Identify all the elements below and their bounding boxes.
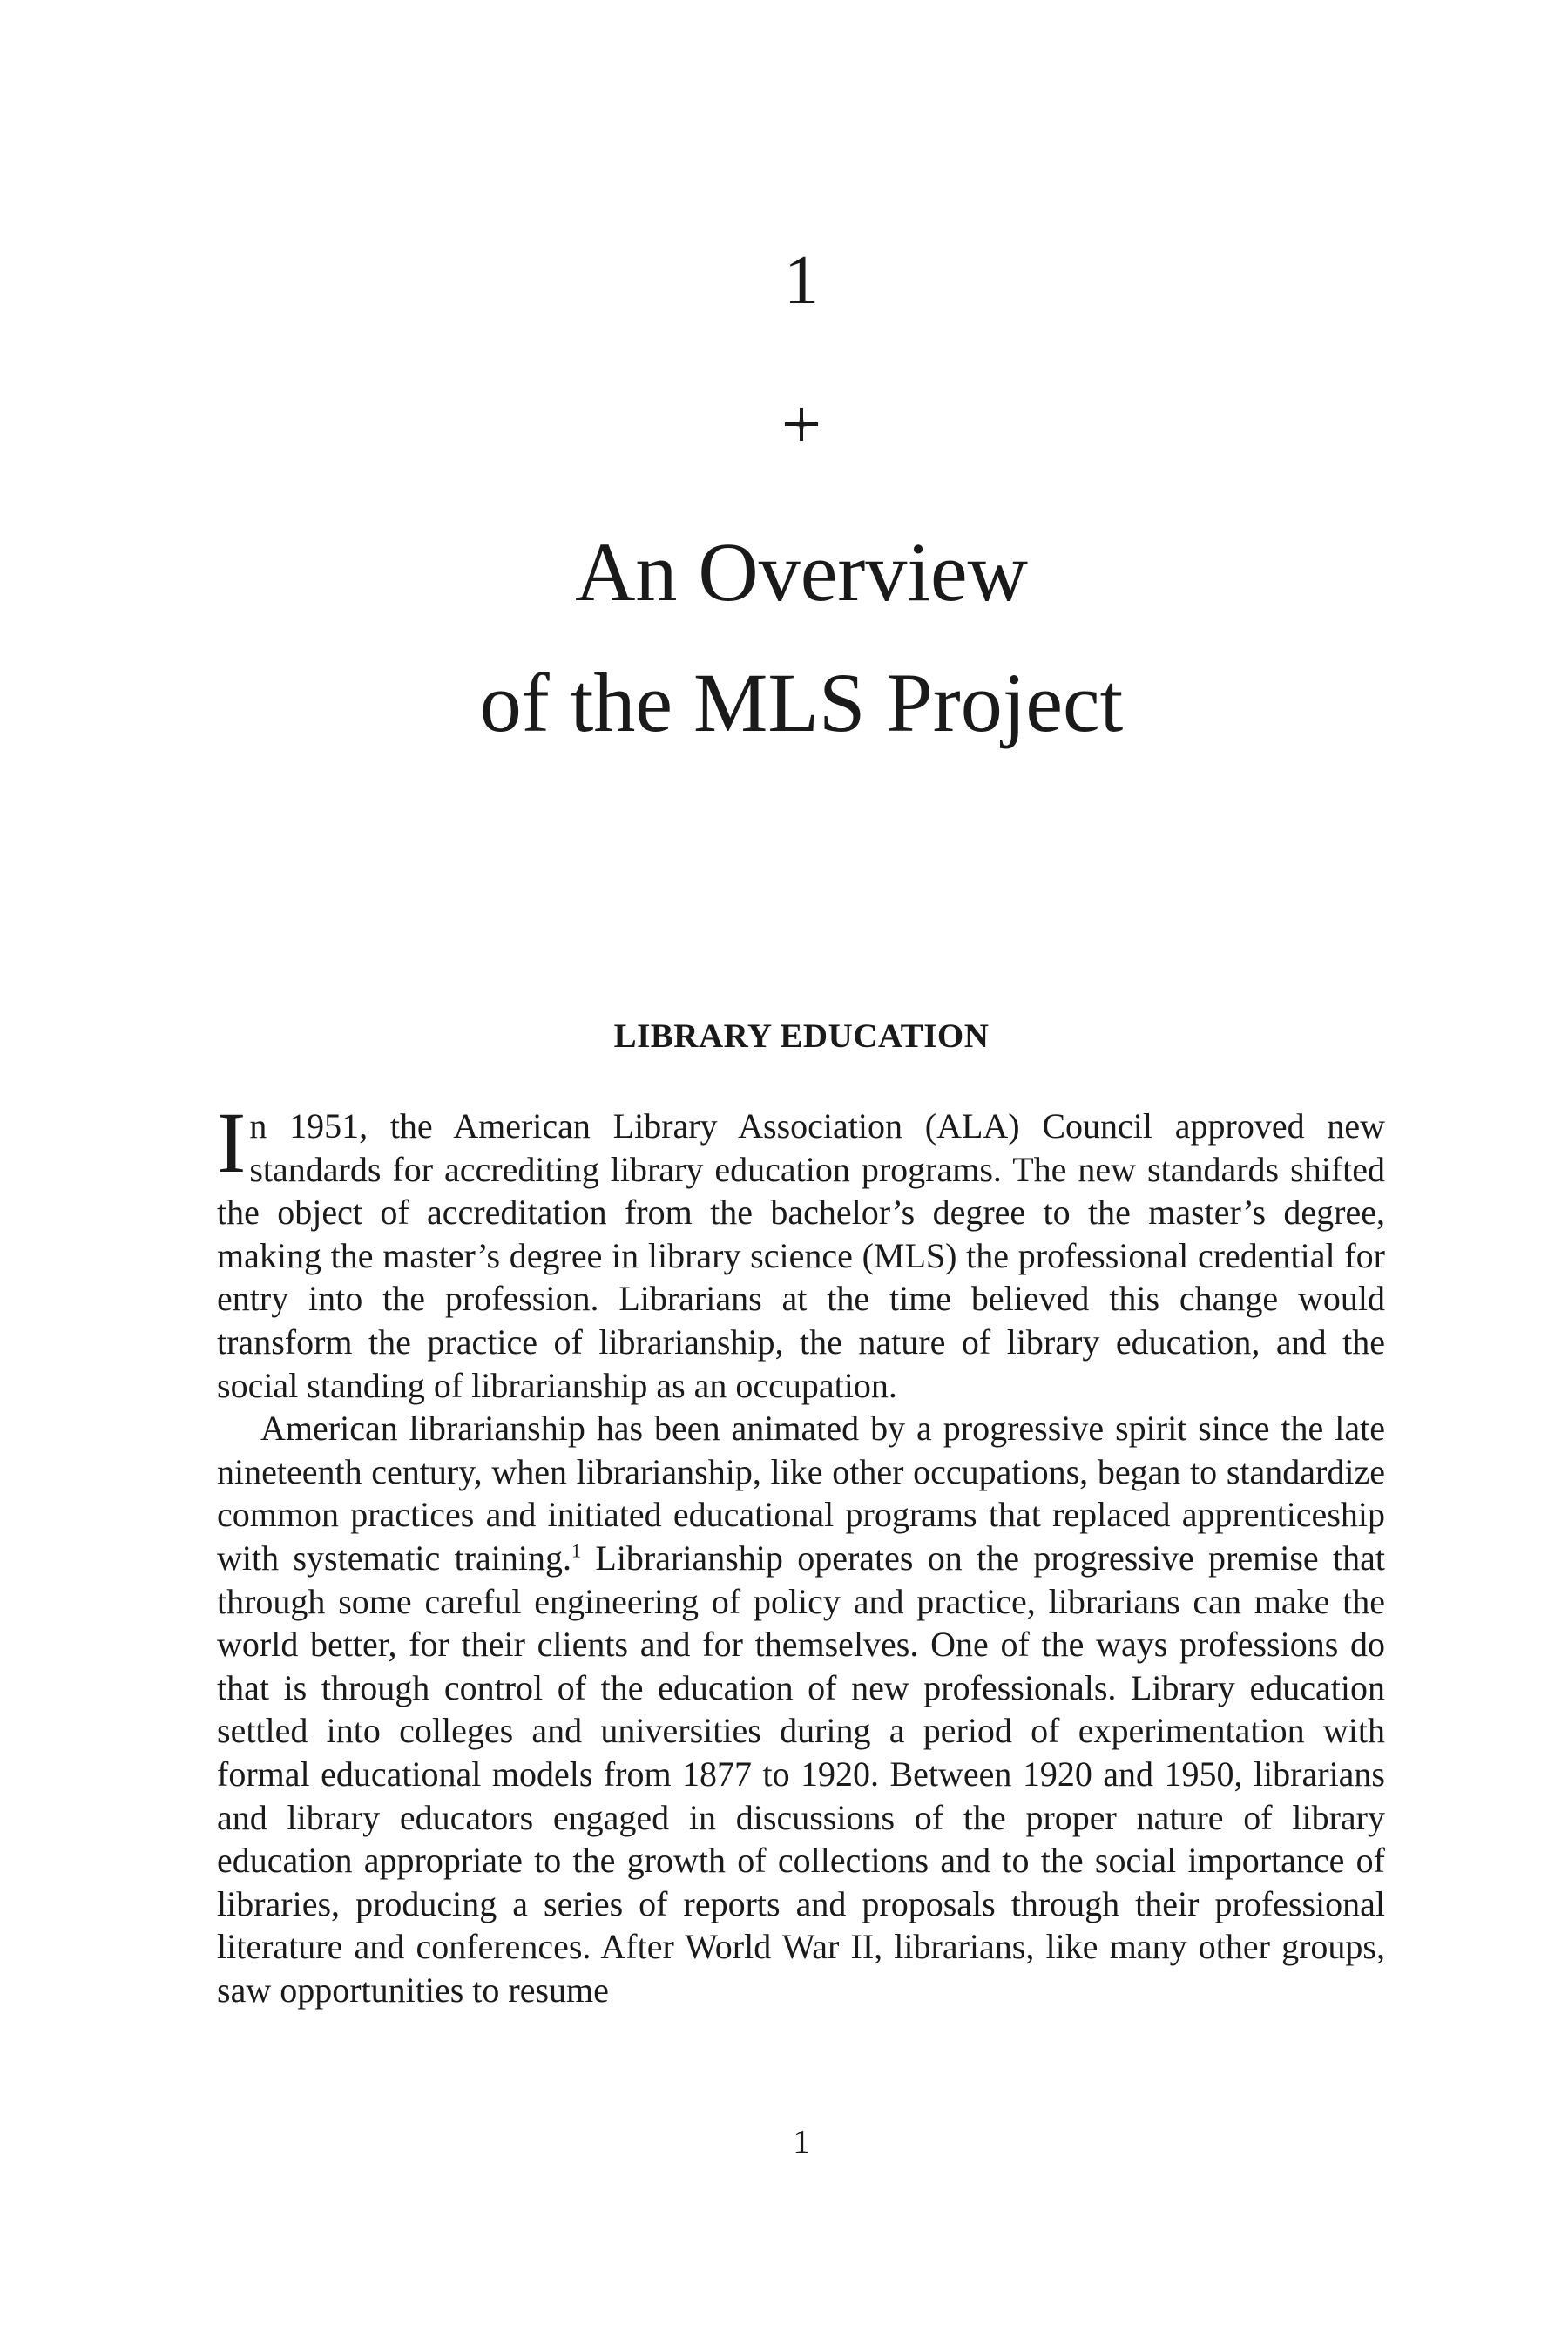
chapter-number: 1 bbox=[784, 242, 819, 319]
paragraph-2 bbox=[217, 1407, 1385, 2011]
paragraph-2-text-a: American librarianship has been animated by a progressive spirit since the late nineteenth century, when librarianship, like other occupations, began to standardize common practices and initiated educational programs that replaced apprenticeship with systematic training. bbox=[217, 1409, 1385, 1578]
drop-cap: I bbox=[217, 1094, 247, 1191]
page-number: 1 bbox=[793, 2124, 810, 2160]
cross-ornament-icon bbox=[782, 405, 821, 443]
paragraph-2-text-b: Librarianship operates on the progressive premise that through some careful engineering of policy and practice, librarians can make the world better, for their clients and for themselves. One of the ways professions do that is through control of the education of new professionals. Library education settled into colleges and universities during a period of experimentation with formal educational models from 1877 to 1920. Between 1920 and 1950, librarians and library educators engaged in discussions of the proper nature of library education appropriate to the growth of collections and to the social importance of libraries, producing a series of reports and proposals through their professional literature and conferences. After World War II, librarians, like many other groups, saw opportunities to resume bbox=[217, 1538, 1385, 2010]
section-heading: LIBRARY EDUCATION bbox=[613, 1017, 990, 1055]
paragraph-1 bbox=[217, 1094, 1385, 1407]
chapter-title-line-2: of the MLS Project bbox=[479, 656, 1124, 749]
body-text bbox=[217, 1094, 1385, 2011]
footnote-marker[interactable]: 1 bbox=[571, 1539, 582, 1562]
chapter-title-line-1: An Overview bbox=[575, 525, 1028, 618]
paragraph-1-text: n 1951, the American Library Association (ALA) Council approved new standards for accrediting library education programs. The new standards shifted the object of accreditation from the bachelor’s degree to the master’s degree, making the master’s degree in library science (MLS) the professional credential for entry into the profession. Librarians at the time believed this change would transform the practice of librarianship, the nature of library education, and the social standing of librarianship as an occupation. bbox=[217, 1106, 1385, 1405]
chapter-title bbox=[0, 507, 1568, 768]
